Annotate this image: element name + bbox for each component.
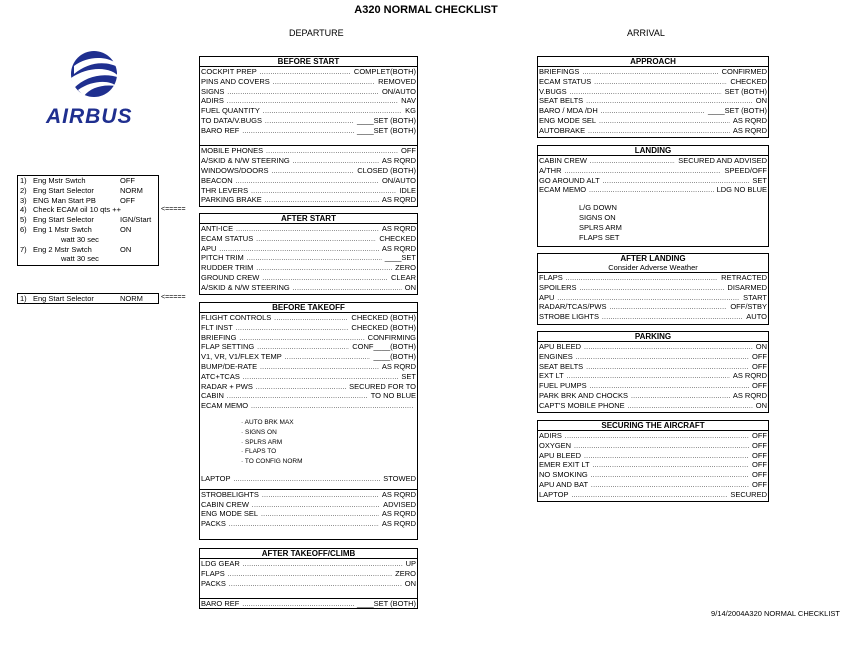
item-label: SEAT BELTS	[539, 96, 584, 106]
list-item	[201, 391, 416, 401]
list-item	[539, 441, 767, 451]
item-value: AS RQRD	[381, 224, 416, 233]
item-label: SPOILERS	[539, 282, 577, 292]
list-item: BARO REF ..... ____SET (BOTH)	[201, 599, 416, 609]
item-label: APU BLEED	[539, 450, 582, 460]
section-header: LANDING	[538, 146, 768, 156]
item-label: LDG GEAR	[201, 559, 240, 568]
ecam-memo-list	[201, 418, 416, 467]
item-value: CLEAR	[390, 272, 416, 282]
item-label: A/THR	[539, 165, 562, 175]
list-item	[201, 579, 416, 589]
item-value: ON	[404, 282, 416, 292]
item-value: REMOVED	[378, 76, 416, 86]
memo-item: SPLRS ARM	[579, 222, 622, 232]
item-label: PACKS	[201, 578, 226, 588]
item-value: KG	[405, 106, 416, 116]
item-value: OFF/STBY	[730, 302, 767, 312]
list-item	[201, 352, 416, 362]
item-label: CAPT'S MOBILE PHONE	[539, 400, 625, 410]
item-value: OFF	[752, 450, 767, 460]
list-item	[539, 480, 767, 490]
list-item	[201, 96, 416, 106]
item-value: ZERO	[395, 263, 416, 273]
item-value: ADVISED	[383, 499, 416, 509]
memo-item: · AUTO BRK MAX	[241, 418, 416, 428]
item-label: GO AROUND ALT	[539, 175, 600, 185]
list-item	[201, 382, 416, 392]
engine-start-box	[17, 175, 159, 266]
list-item: LAPTOP ..... STOWED	[201, 474, 416, 484]
item-label: BARO / MDA /DH	[539, 106, 598, 116]
list-item	[539, 67, 767, 77]
list-item	[539, 87, 767, 97]
list-item	[539, 312, 767, 322]
item-value: CHECKED (BOTH)	[351, 313, 416, 322]
memo-item: FLAPS SET	[579, 232, 620, 242]
list-item	[539, 391, 767, 401]
memo-item: · FLAPS TO	[241, 447, 416, 457]
section-header: AFTER START	[200, 214, 417, 224]
item-value: ____(BOTH)	[373, 352, 416, 362]
list-item	[539, 156, 767, 166]
list-item	[539, 176, 767, 186]
item-value: OFF	[752, 431, 767, 440]
list-item	[539, 451, 767, 461]
section-header: AFTER TAKEOFF/CLIMB	[200, 549, 417, 559]
item-label: ADIRS	[201, 96, 224, 106]
item-label: FLIGHT CONTROLS	[201, 313, 272, 322]
item-value: ON	[755, 400, 767, 410]
list-item	[201, 401, 416, 411]
item-value: CLOSED (BOTH)	[357, 165, 416, 175]
list-item	[201, 509, 416, 519]
item-value: OFF	[752, 479, 767, 489]
after-landing-section	[537, 253, 769, 325]
section-header: BEFORE TAKEOFF	[200, 303, 417, 313]
list-item: 7) Eng 2 Mstr Swtch ON	[20, 244, 132, 254]
item-label: FUEL QUANTITY	[201, 106, 260, 116]
item-value: ON	[755, 96, 767, 106]
list-item: 1) Eng Start Selector NORM	[20, 294, 143, 303]
item-label: CABIN	[201, 391, 224, 401]
item-label: V.BUGS	[539, 86, 567, 96]
list-item: 1) Eng Mstr Swtch OFF	[20, 176, 135, 185]
item-label: PITCH TRIM	[201, 253, 244, 263]
memo-item: · SIGNS ON	[241, 428, 416, 438]
item-label: RADAR + PWS	[201, 381, 253, 391]
item-value: ON/AUTO	[381, 175, 416, 185]
item-value: CHECKED (BOTH)	[351, 322, 416, 332]
item-value: OFF	[752, 361, 767, 371]
item-value: ____SET (BOTH)	[707, 106, 767, 116]
item-label: V1, VR, V1/FLEX TEMP	[201, 352, 282, 362]
item-label: A/SKID & N/W STEERING	[201, 156, 290, 166]
item-value: CONFIRMING	[367, 332, 416, 342]
item-value: CHECKED	[379, 233, 416, 243]
list-item	[201, 224, 416, 234]
item-label: RUDDER TRIM	[201, 263, 254, 273]
item-value: OFF	[401, 146, 416, 156]
item-value: CONF____(BOTH)	[352, 342, 416, 352]
section-header: BEFORE START	[200, 57, 417, 67]
list-item	[201, 77, 416, 87]
item-label: ENG MODE SEL	[201, 509, 259, 519]
list-item: watt 30 sec	[61, 254, 99, 264]
item-value: SECURED	[730, 489, 767, 499]
item-value: CHECKED	[730, 76, 767, 86]
arrival-heading: ARRIVAL	[627, 28, 665, 38]
item-label: ECAM STATUS	[201, 233, 254, 243]
list-item	[201, 500, 416, 510]
item-label: TO DATA/V.BUGS	[201, 115, 262, 125]
list-item	[201, 362, 416, 372]
item-label: RADAR/TCAS/PWS	[539, 302, 607, 312]
list-item	[201, 146, 416, 156]
airbus-logo	[44, 48, 149, 128]
item-label: PINS AND COVERS	[201, 76, 270, 86]
list-item: 6) Eng 1 Mstr Swtch ON	[20, 224, 132, 234]
list-item	[201, 195, 416, 205]
list-item	[539, 490, 767, 500]
item-value: ON/AUTO	[381, 86, 416, 96]
item-label: PARK BRK AND CHOCKS	[539, 390, 629, 400]
item-label: ECAM MEMO	[539, 185, 587, 195]
list-item	[201, 323, 416, 333]
item-label: CABIN CREW	[201, 499, 249, 509]
item-value: RETRACTED	[721, 273, 767, 282]
item-value: AS RQRD	[381, 489, 416, 499]
page-title: A320 NORMAL CHECKLIST	[354, 4, 498, 16]
footer-text: 9/14/2004A320 NORMAL CHECKLIST	[711, 609, 840, 618]
list-item	[201, 176, 416, 186]
list-item: 5) Eng Start Selector IGN/Start	[20, 215, 152, 225]
item-value: OFF	[752, 470, 767, 480]
list-item: watt 30 sec	[61, 234, 99, 244]
item-value: ____SET (BOTH)	[356, 115, 416, 125]
item-value: AS RQRD	[732, 390, 767, 400]
item-value: AS RQRD	[381, 519, 416, 529]
list-item	[201, 263, 416, 273]
item-value: AS RQRD	[381, 195, 416, 205]
section-header: APPROACH	[538, 57, 768, 67]
landing-memo-list	[539, 203, 767, 242]
item-value: OFF	[752, 381, 767, 391]
item-label: FUEL PUMPS	[539, 381, 587, 391]
list-item	[201, 106, 416, 116]
item-label: OXYGEN	[539, 440, 572, 450]
list-item	[201, 372, 416, 382]
list-item	[539, 352, 767, 362]
list-item	[201, 116, 416, 126]
item-value: OFF	[752, 460, 767, 470]
before-start-section	[199, 56, 418, 207]
item-label: GROUND CREW	[201, 272, 260, 282]
list-item	[201, 253, 416, 263]
item-label: A/SKID & N/W STEERING	[201, 282, 290, 292]
item-value: SPEED/OFF	[724, 165, 767, 175]
list-item	[539, 362, 767, 372]
section-subheader: Consider Adverse Weather	[538, 263, 768, 273]
item-value: AS RQRD	[732, 125, 767, 135]
item-value: ____SET	[384, 253, 416, 263]
item-label: FLAPS	[201, 568, 225, 578]
item-label: CABIN CREW	[539, 156, 587, 165]
after-start-selector-box	[17, 293, 159, 304]
item-label: SIGNS	[201, 86, 225, 96]
list-item	[539, 431, 767, 441]
item-value: START	[743, 292, 767, 302]
list-item	[539, 460, 767, 470]
item-label: APU AND BAT	[539, 479, 589, 489]
item-label: APU	[539, 292, 555, 302]
securing-section	[537, 420, 769, 502]
arrow-to-before-takeoff: <=====	[161, 294, 186, 301]
item-label: FLAPS	[539, 273, 563, 282]
item-label: STROBE LIGHTS	[539, 312, 600, 322]
list-item	[539, 166, 767, 176]
list-item	[201, 559, 416, 569]
item-label: NO SMOKING	[539, 470, 588, 480]
list-item	[201, 569, 416, 579]
list-item: 2) Eng Start Selector NORM	[20, 185, 143, 195]
section-header: SECURING THE AIRCRAFT	[538, 421, 768, 431]
list-item	[201, 186, 416, 196]
item-value: AS RQRD	[381, 243, 416, 253]
departure-heading: DEPARTURE	[289, 28, 344, 38]
section-header: PARKING	[538, 332, 768, 342]
list-item: 4) Check ECAM oil 10 qts ++	[20, 205, 121, 215]
item-label: BEACON	[201, 175, 233, 185]
arrow-to-after-start: <=====	[161, 206, 186, 213]
item-label: PARKING BRAKE	[201, 195, 262, 205]
list-item	[539, 106, 767, 116]
item-label: PACKS	[201, 519, 226, 529]
before-takeoff-section	[199, 302, 418, 540]
memo-item: · SPLRS ARM	[241, 438, 416, 448]
item-label: BUMP/DE-RATE	[201, 361, 258, 371]
after-takeoff-section	[199, 548, 418, 609]
item-label: APU BLEED	[539, 342, 582, 351]
list-item	[201, 156, 416, 166]
memo-item: SIGNS ON	[579, 212, 616, 222]
item-label: EMER EXIT LT	[539, 460, 590, 470]
approach-section	[537, 56, 769, 138]
list-item	[539, 283, 767, 293]
list-item	[539, 77, 767, 87]
list-item	[201, 519, 416, 529]
item-label: WINDOWS/DOORS	[201, 165, 269, 175]
list-item	[201, 342, 416, 352]
item-value: CONFIRMED	[721, 67, 767, 76]
item-value: ZERO	[395, 568, 416, 578]
item-value: UP	[405, 559, 416, 568]
list-item	[539, 401, 767, 411]
landing-section	[537, 145, 769, 247]
list-item	[201, 333, 416, 343]
item-label: BRIEFING	[201, 332, 237, 342]
list-item	[201, 166, 416, 176]
item-value: SECURED FOR TO	[349, 381, 416, 391]
item-label: AUTOBRAKE	[539, 125, 586, 135]
list-item	[539, 273, 767, 283]
item-value: SET (BOTH)	[724, 86, 767, 96]
list-item	[539, 381, 767, 391]
item-label: ANTI-ICE	[201, 224, 234, 233]
item-label: EXT LT	[539, 371, 564, 381]
item-label: BARO REF	[201, 125, 240, 135]
item-label: SEAT BELTS	[539, 361, 584, 371]
list-item	[201, 244, 416, 254]
item-value: SET	[752, 175, 767, 185]
item-label: MOBILE PHONES	[201, 146, 264, 156]
item-label: FLAP SETTING	[201, 342, 255, 352]
list-item	[201, 313, 416, 323]
airbus-swirl-icon	[44, 48, 149, 102]
item-value: TO NO BLUE	[370, 391, 416, 401]
airbus-wordmark: AIRBUS	[46, 105, 133, 128]
item-value: OFF	[752, 440, 767, 450]
item-value: AUTO	[746, 312, 767, 322]
list-item	[201, 126, 416, 136]
list-item	[201, 234, 416, 244]
list-item	[539, 126, 767, 136]
item-value: AS RQRD	[381, 361, 416, 371]
item-label: THR LEVERS	[201, 185, 249, 195]
list-item: 3) ENG Man Start PB OFF	[20, 195, 135, 205]
item-value: ____SET (BOTH)	[356, 125, 416, 135]
item-value: DISARMED	[727, 282, 767, 292]
memo-item: L/G DOWN	[579, 203, 617, 213]
item-value: ON	[755, 342, 767, 351]
list-item	[201, 273, 416, 283]
after-start-section	[199, 213, 418, 295]
item-value: OFF	[752, 351, 767, 361]
item-value: IDLE	[399, 185, 416, 195]
memo-item: · TO CONFIG NORM	[241, 457, 416, 467]
item-label: STROBELIGHTS	[201, 489, 259, 499]
item-value: AS RQRD	[732, 115, 767, 125]
item-label: ENGINES	[539, 351, 573, 361]
item-value: COMPLET(BOTH)	[353, 67, 416, 76]
section-header: AFTER LANDING	[620, 254, 686, 263]
list-item	[539, 371, 767, 381]
item-label: ATC+TCAS	[201, 371, 240, 381]
item-label: COCKPIT PREP	[201, 67, 257, 76]
item-label: APU	[201, 243, 217, 253]
item-value: ON	[404, 578, 416, 588]
parking-section	[537, 331, 769, 413]
item-value: NAV	[401, 96, 416, 106]
item-label: ECAM STATUS	[539, 76, 592, 86]
item-label: LAPTOP	[539, 489, 569, 499]
list-item	[539, 302, 767, 312]
item-value: AS RQRD	[381, 156, 416, 166]
item-label: ADIRS	[539, 431, 562, 440]
list-item	[539, 185, 767, 195]
item-value: SECURED AND ADVISED	[678, 156, 767, 165]
list-item	[201, 490, 416, 500]
list-item	[201, 67, 416, 77]
list-item	[539, 116, 767, 126]
item-label: BRIEFINGS	[539, 67, 580, 76]
item-label: ECAM MEMO	[201, 401, 249, 411]
list-item	[539, 96, 767, 106]
list-item	[539, 470, 767, 480]
item-value: AS RQRD	[732, 371, 767, 381]
list-item	[539, 342, 767, 352]
list-item	[539, 293, 767, 303]
list-item	[201, 283, 416, 293]
item-label: FLT INST	[201, 322, 233, 332]
item-value: LDG NO BLUE	[716, 185, 767, 195]
item-label: ENG MODE SEL	[539, 115, 597, 125]
item-value: AS RQRD	[381, 509, 416, 519]
item-value: SET	[401, 371, 416, 381]
list-item	[201, 87, 416, 97]
